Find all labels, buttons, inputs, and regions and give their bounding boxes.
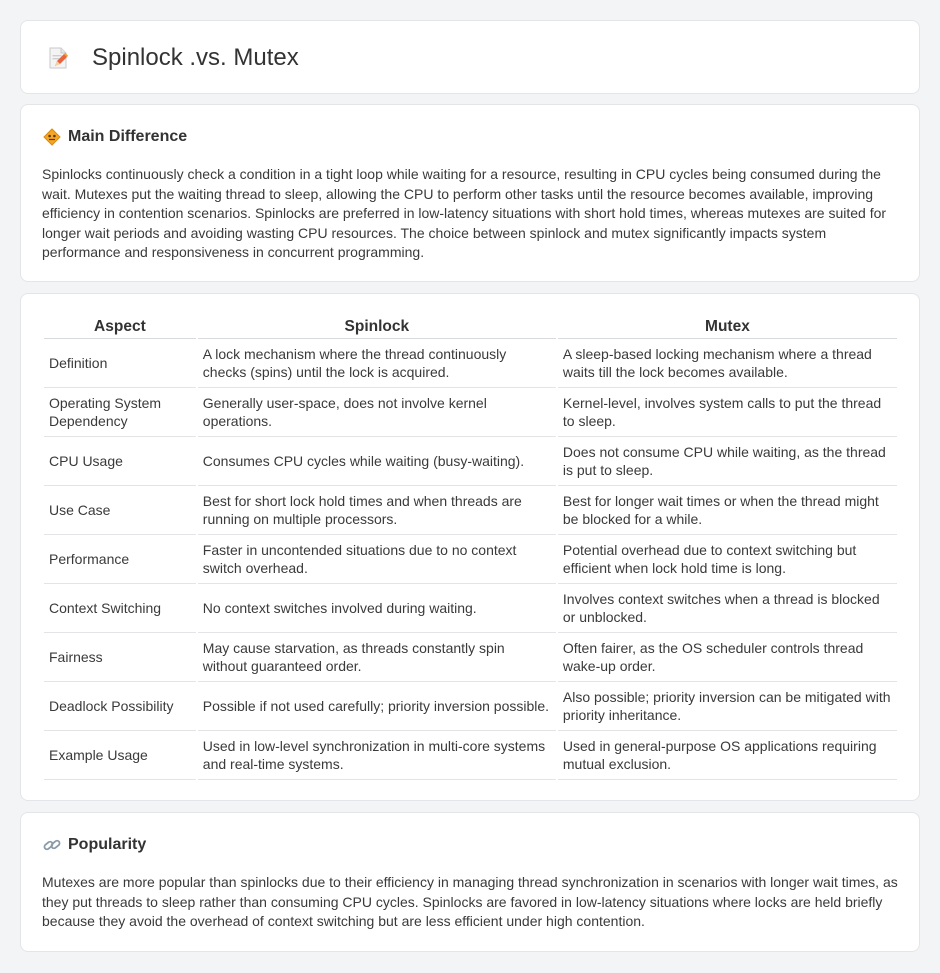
cell-aspect: Example Usage [44,731,196,780]
table-row [44,584,897,633]
cell-mutex: Does not consume CPU while waiting, as the thread is put to sleep. [558,437,897,486]
cell-aspect: Operating System Dependency [44,388,196,437]
link-icon [42,836,62,854]
column-header-spinlock: Spinlock [198,314,556,339]
table-row [44,682,897,731]
cell-aspect: Fairness [44,633,196,682]
cell-aspect: Definition [44,339,196,388]
comparison-table-card [20,293,920,801]
section-title-popularity: Popularity [68,836,147,853]
cell-aspect: Performance [44,535,196,584]
cell-mutex: Involves context switches when a thread is blocked or unblocked. [558,584,897,633]
column-header-aspect: Aspect [44,314,196,339]
table-row [44,339,897,388]
main-difference-card [20,104,920,282]
cell-spinlock: Generally user-space, does not involve kernel operations. [198,388,556,437]
cell-spinlock: May cause starvation, as threads constantly spin without guaranteed order. [198,633,556,682]
cell-mutex: Potential overhead due to context switching but efficient when lock hold time is long. [558,535,897,584]
document-pencil-icon [47,46,69,70]
cell-aspect: CPU Usage [44,437,196,486]
diamond-sign-icon [42,128,62,146]
comparison-table [42,314,899,780]
table-header-row [44,314,897,339]
table-row [44,633,897,682]
cell-mutex: Kernel-level, involves system calls to put the thread to sleep. [558,388,897,437]
cell-spinlock: Consumes CPU cycles while waiting (busy-waiting). [198,437,556,486]
cell-mutex: A sleep-based locking mechanism where a thread waits till the lock becomes available. [558,339,897,388]
cell-mutex: Also possible; priority inversion can be mitigated with priority inheritance. [558,682,897,731]
cell-spinlock: Possible if not used carefully; priority inversion possible. [198,682,556,731]
cell-spinlock: Used in low-level synchronization in multi-core systems and real-time systems. [198,731,556,780]
table-row [44,388,897,437]
table-row [44,486,897,535]
popularity-card [20,812,920,952]
cell-spinlock: Best for short lock hold times and when threads are running on multiple processors. [198,486,556,535]
cell-mutex: Used in general-purpose OS applications requiring mutual exclusion. [558,731,897,780]
cell-aspect: Use Case [44,486,196,535]
page-title: Spinlock .vs. Mutex [92,44,299,71]
cell-spinlock: No context switches involved during waiting. [198,584,556,633]
cell-mutex: Often fairer, as the OS scheduler controls thread wake-up order. [558,633,897,682]
cell-aspect: Deadlock Possibility [44,682,196,731]
cell-mutex: Best for longer wait times or when the thread might be blocked for a while. [558,486,897,535]
table-row [44,731,897,780]
cell-spinlock: Faster in uncontended situations due to no context switch overhead. [198,535,556,584]
cell-aspect: Context Switching [44,584,196,633]
main-difference-text: Spinlocks continuously check a condition in a tight loop while waiting for a resource, resulting in CPU cycles being consumed during the wait. Mutexes put the waiting thread to sleep, allowing the CPU to perform other tasks until the resource becomes available, improving efficiency in contention scenarios. Spinlocks are preferred in low-latency situations with short hold times, whereas mutexes are suited for longer wait periods and avoiding wasting CPU resources. The choice between spinlock and mutex significantly impacts system performance and responsiveness in concurrent programming. [42,166,887,261]
popularity-text: Mutexes are more popular than spinlocks due to their efficiency in managing thread synchronization in scenarios with longer wait times, as they put threads to sleep rather than consuming CPU cycles. Spinlocks are favored in low-latency situations where locks are held briefly because they avoid the overhead of context switching but are less efficient under high contention. [42,874,898,930]
section-title-main-difference: Main Difference [68,128,188,145]
title-card [20,20,920,94]
table-row [44,437,897,486]
column-header-mutex: Mutex [558,314,897,339]
cell-spinlock: A lock mechanism where the thread continuously checks (spins) until the lock is acquired. [198,339,556,388]
table-row [44,535,897,584]
